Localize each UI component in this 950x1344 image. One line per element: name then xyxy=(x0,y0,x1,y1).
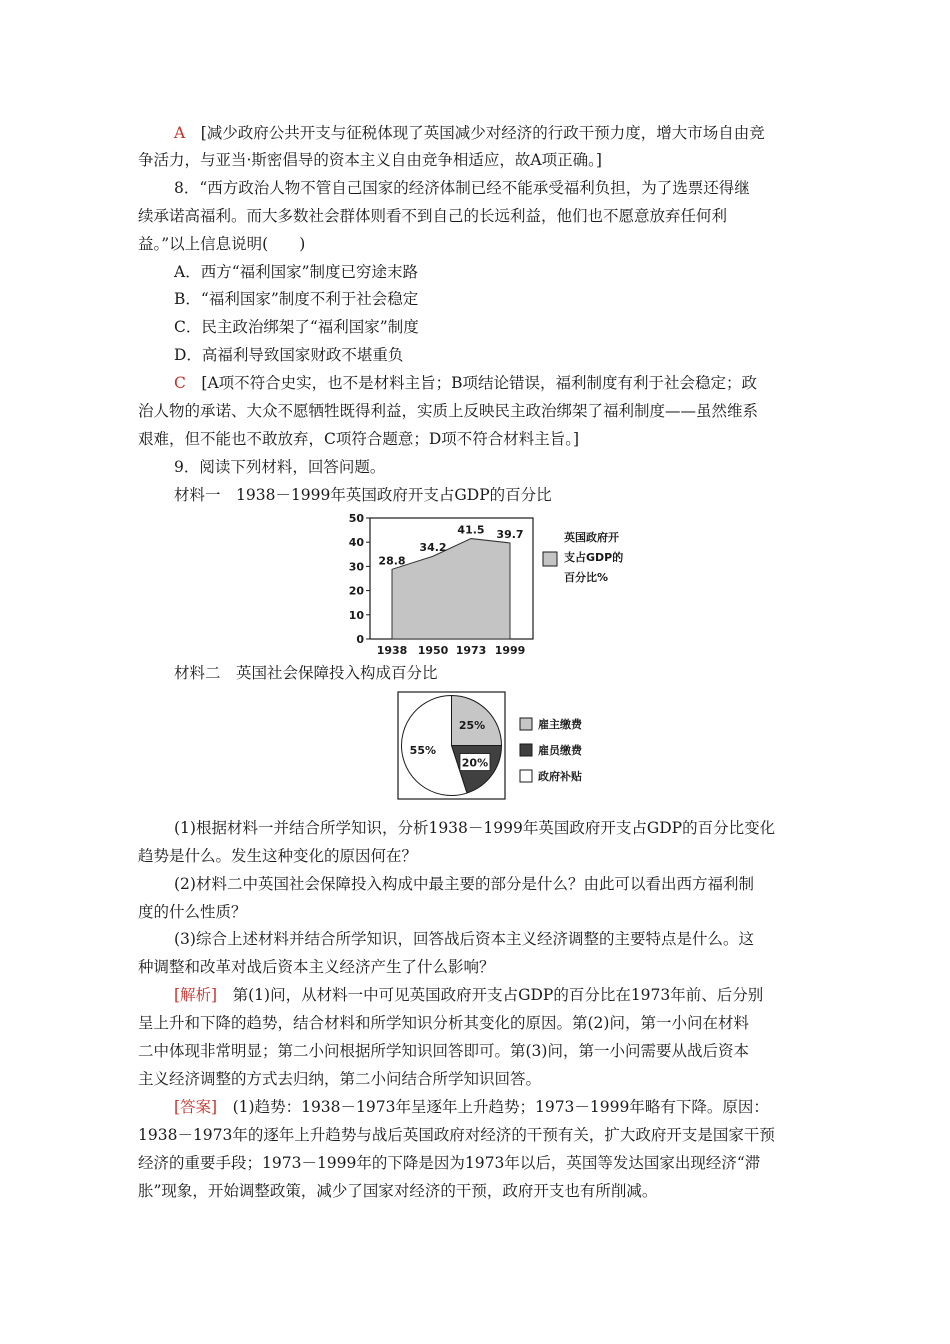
data-label: 39.7 xyxy=(496,527,524,541)
pie-slice-label: 25% xyxy=(458,718,486,732)
data-label: 41.5 xyxy=(457,523,485,537)
pie-legend-swatch xyxy=(520,770,532,782)
answer-line3: 经济的重要手段；1973－1999年的下降是因为1973年以后，英国等发达国家出现经济“滞 xyxy=(138,1154,761,1172)
answer-tag: [答案] xyxy=(174,1098,218,1116)
answer-line1: [答案] (1)趋势：1938－1973年呈逐年上升趋势；1973－1999年略有下降。原因： xyxy=(174,1098,769,1116)
q9-stem: 9．阅读下列材料，回答问题。 xyxy=(174,458,386,476)
q8-stem-line3: 益。”以上信息说明( ) xyxy=(138,235,306,253)
pie-legend-swatch xyxy=(520,744,532,756)
q8-option-c: C．民主政治绑架了“福利国家”制度 xyxy=(174,318,419,336)
q8-stem-line2: 续承诺高福利。而大多数社会群体则看不到自己的长远利益，他们也不愿意放弃任何利 xyxy=(138,207,728,225)
q8-option-d: D．高福利导致国家财政不堪重负 xyxy=(174,346,404,364)
pie-legend-label: 政府补贴 xyxy=(538,770,582,783)
y-tick-label: 20 xyxy=(348,584,364,598)
q7-answer-letter: A xyxy=(174,124,186,142)
area-series xyxy=(392,539,510,639)
q8-option-a: A．西方“福利国家”制度已穷途末路 xyxy=(174,263,419,281)
q8-answer-line2: 治人物的承诺、大众不愿牺牲既得利益，实质上反映民主政治绑架了福利制度——虽然维系 xyxy=(138,402,759,420)
pie-slice-label: 55% xyxy=(409,744,437,758)
area-legend-swatch xyxy=(543,552,557,566)
q7-answer-line1: A [减少政府公共开支与征税体现了英国减少对经济的行政干预力度，增大市场自由竞 xyxy=(174,124,765,142)
gdp-area-chart xyxy=(340,510,660,658)
q9-sub2-line1: (2)材料二中英国社会保障投入构成中最主要的部分是什么？由此可以看出西方福利制 xyxy=(174,875,754,893)
data-label: 34.2 xyxy=(419,541,447,555)
q8-answer-line1: C [A项不符合史实，也不是材料主旨；B项结论错误，福利制度有利于社会稳定；政 xyxy=(174,374,758,392)
q9-sub1-line1: (1)根据材料一并结合所学知识，分析1938－1999年英国政府开支占GDP的百分比变化 xyxy=(174,819,776,837)
q8-answer-letter: C xyxy=(174,374,186,392)
y-tick-label: 40 xyxy=(348,536,364,550)
pie-legend-label: 雇员缴费 xyxy=(538,744,582,757)
q8-option-b: B．“福利国家”制度不利于社会稳定 xyxy=(174,290,419,308)
q9-sub3-line1: (3)综合上述材料并结合所学知识，回答战后资本主义经济调整的主要特点是什么。这 xyxy=(174,930,754,948)
answer-line2: 1938－1973年的逐年上升趋势与战后英国政府对经济的干预有关，扩大政府开支是国家干预 xyxy=(138,1126,775,1144)
material2-title: 材料二 英国社会保障投入构成百分比 xyxy=(174,664,438,682)
answer-line4: 胀”现象，开始调整政策，减少了国家对经济的干预，政府开支也有所削减。 xyxy=(138,1182,658,1200)
material1-title: 材料一 1938－1999年英国政府开支占GDP的百分比 xyxy=(174,486,552,504)
area-legend-line2: 支占GDP的 xyxy=(564,551,624,564)
pie-slice-label: 20% xyxy=(461,756,489,770)
pie-legend-swatch xyxy=(520,718,532,730)
y-tick-label: 10 xyxy=(348,608,364,622)
x-tick-label: 1938 xyxy=(376,644,408,657)
pie-legend-label: 雇主缴费 xyxy=(538,718,582,731)
area-legend-line3: 百分比% xyxy=(564,571,609,584)
q8-stem-line1: 8．“西方政治人物不管自己国家的经济体制已经不能承受福利负担，为了选票还得继 xyxy=(174,179,750,197)
q8-answer-line3: 艰难，但不能也不敢放弃，C项符合题意；D项不符合材料主旨。] xyxy=(138,430,580,448)
x-tick-label: 1999 xyxy=(494,644,526,657)
y-tick-label: 50 xyxy=(348,512,364,525)
y-tick-label: 0 xyxy=(356,633,364,646)
analysis-line3: 二中体现非常明显；第二小问根据所学知识回答即可。第(3)问，第一小问需要从战后资本 xyxy=(138,1042,749,1060)
x-tick-label: 1950 xyxy=(417,644,449,657)
analysis-tag: [解析] xyxy=(174,986,218,1004)
q7-answer-line2: 争活力，与亚当·斯密倡导的资本主义自由竞争相适应，故A项正确。] xyxy=(138,151,602,169)
analysis-line4: 主义经济调整的方式去归纳，第二小问结合所学知识回答。 xyxy=(138,1070,542,1088)
social-security-pie-chart xyxy=(396,690,616,802)
area-legend-line1: 英国政府开 xyxy=(564,531,619,544)
q9-sub2-line2: 度的什么性质？ xyxy=(138,903,247,921)
analysis-line2: 呈上升和下降的趋势，结合材料和所学知识分析其变化的原因。第(2)问，第一小问在材料 xyxy=(138,1014,749,1032)
analysis-line1: [解析] 第(1)问，从材料一中可见英国政府开支占GDP的百分比在1973年前、后分别 xyxy=(174,986,764,1004)
q9-sub3-line2: 种调整和改革对战后资本主义经济产生了什么影响？ xyxy=(138,958,495,976)
data-label: 28.8 xyxy=(378,554,406,568)
x-tick-label: 1973 xyxy=(455,644,487,657)
y-tick-label: 30 xyxy=(348,560,364,574)
q9-sub1-line2: 趋势是什么。发生这种变化的原因何在？ xyxy=(138,847,418,865)
